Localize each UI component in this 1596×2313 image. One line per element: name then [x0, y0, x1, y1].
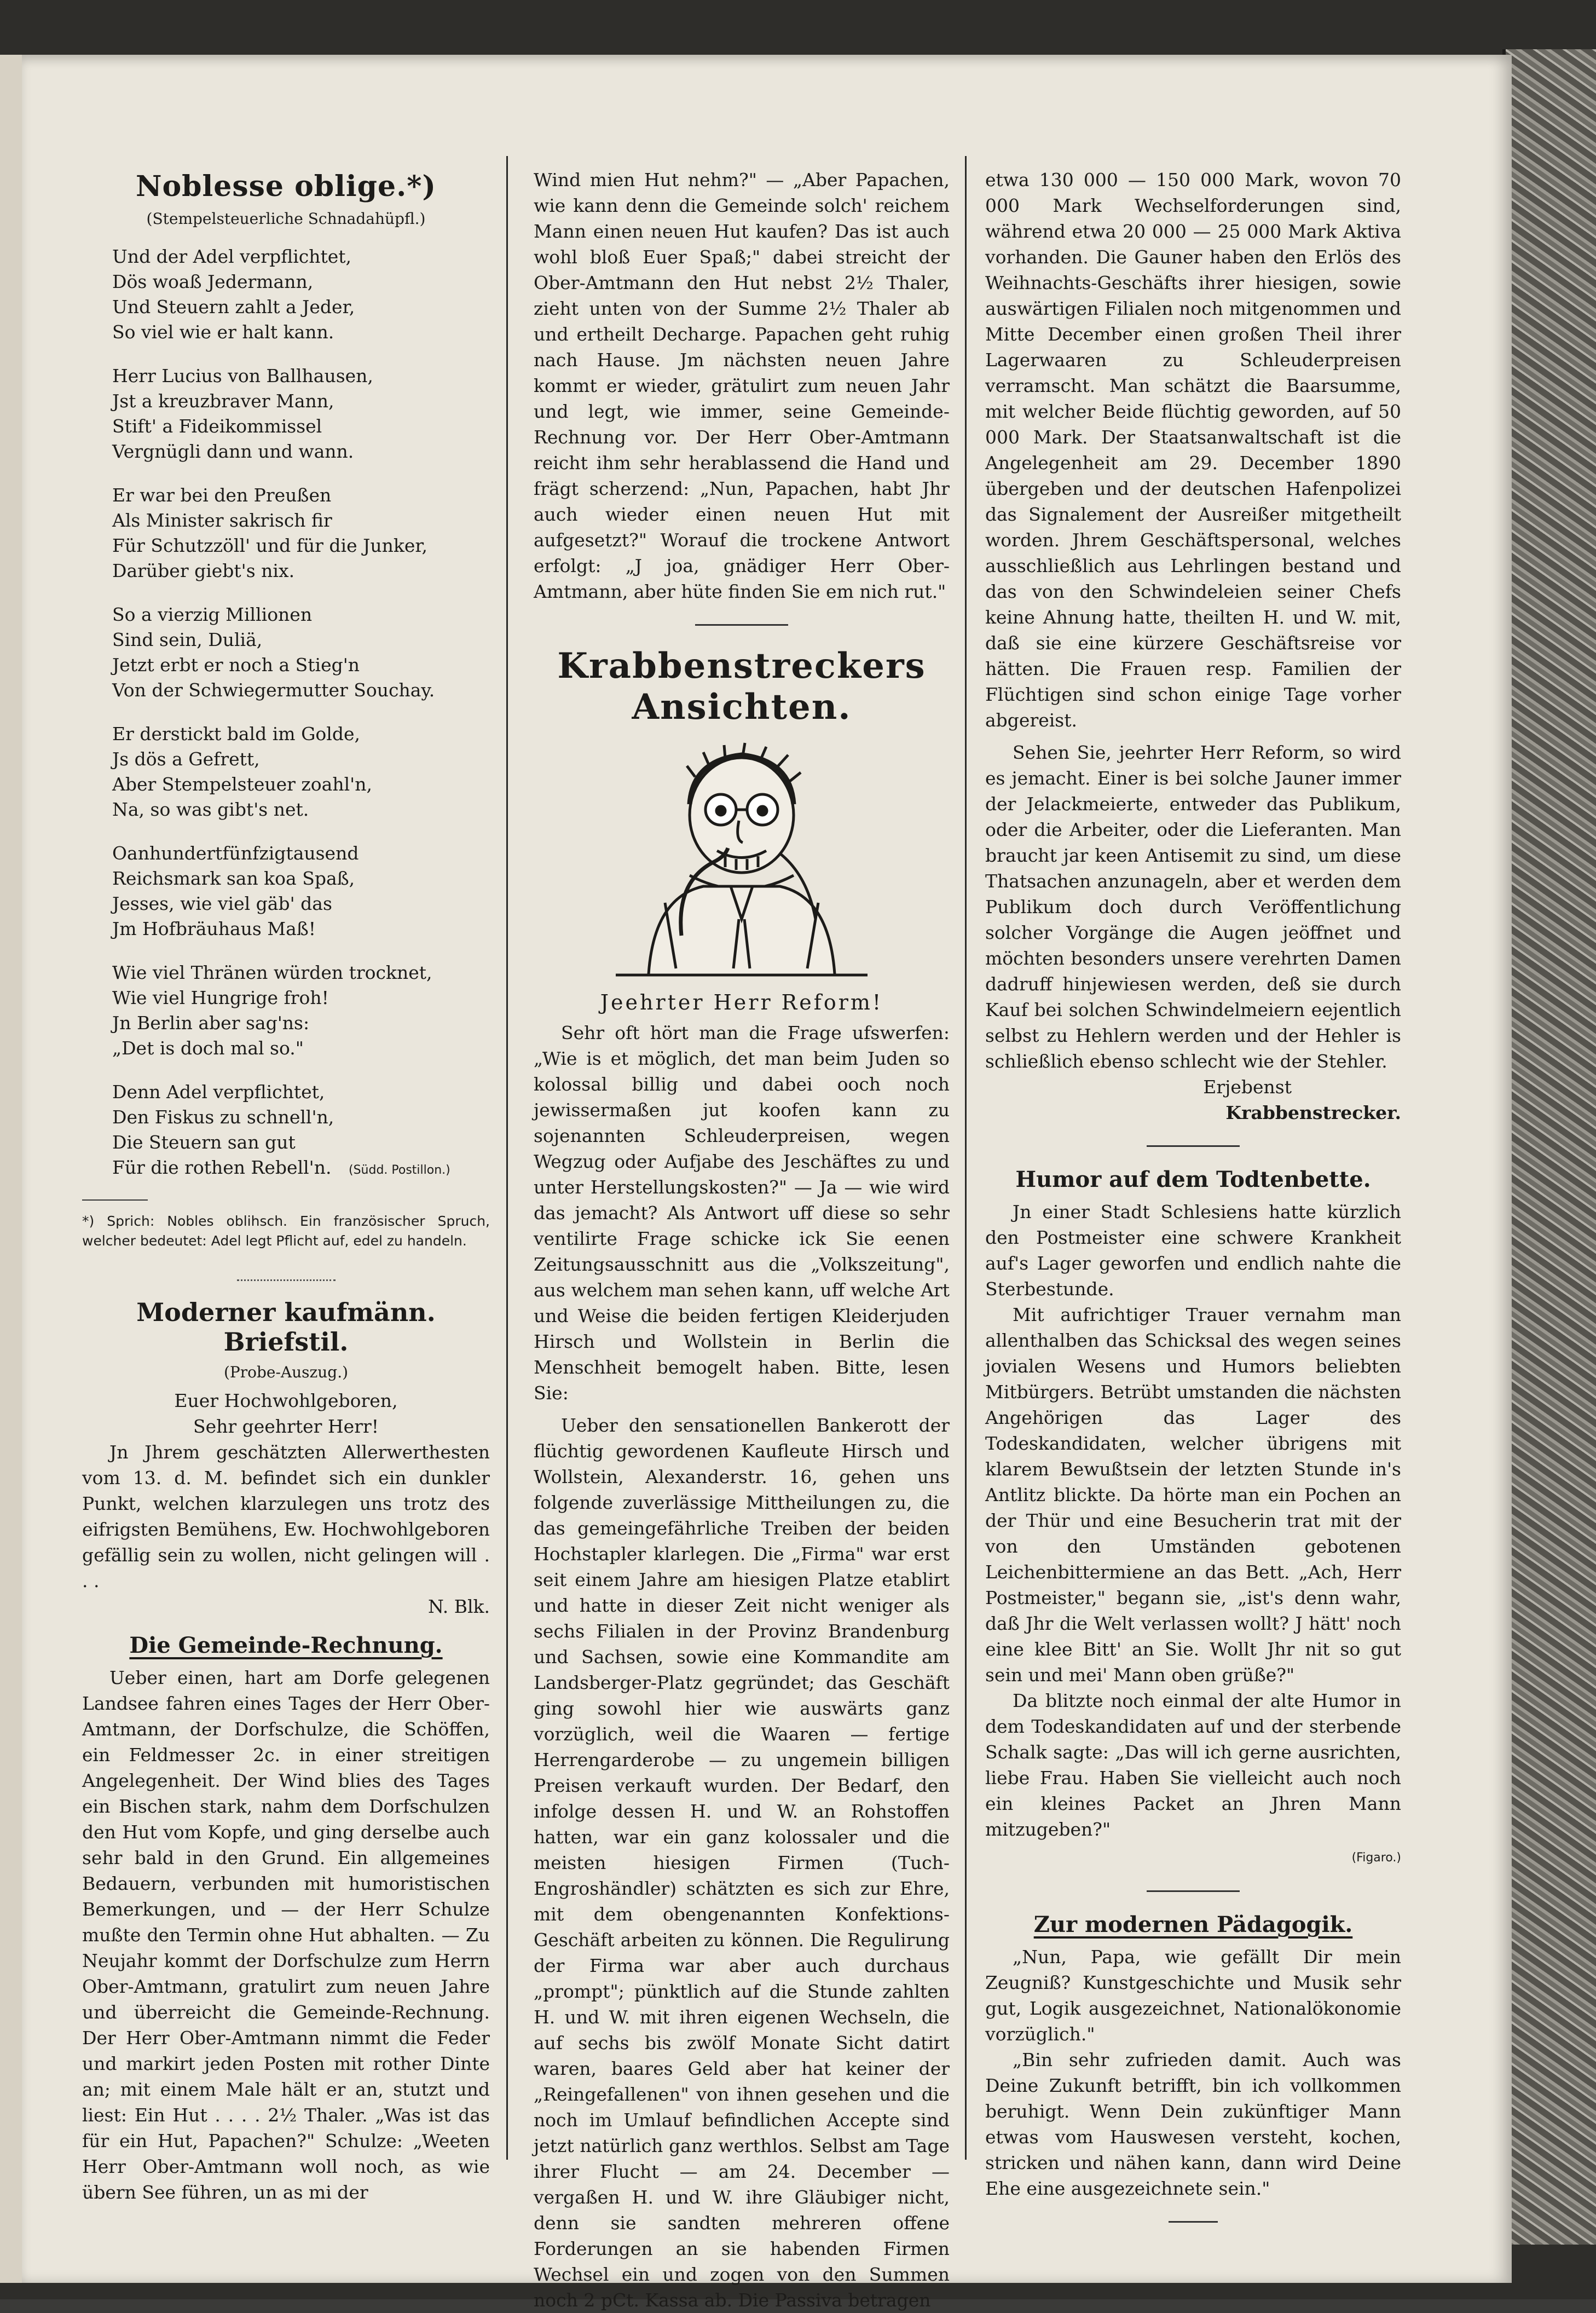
section-divider	[1147, 1890, 1240, 1892]
krabben-closing-para: Sehen Sie, jeehrter Herr Reform, so wird es jemacht. Einer is bei solche Jauner immer der Jelackmeierte, entweder das Publikum, oder die Arbeiter, oder die Lieferanten. Man braucht jar keen Antisemit zu sind, um diese Thatsachen anzunageln, aber et werden dem Publikum doch durch Veröffentlichung solcher Vorgänge die Augen jeöffnet und möchten besonders unsere verehrten Damen dadruff hinjewiesen werden, deß sie durch Kauf bei solchen Schwindelmeiern eejentlich selbst zu Hehlern werden und der Hehler is schließlich ebenso schlecht wie der Stehler.	[985, 742, 1401, 1072]
paed-title: Zur modernen Pädagogik.	[1033, 1912, 1353, 1937]
footnote: *) Sprich: Nobles oblihsch. Ein französischer Spruch, welcher bedeutet: Adel legt Pflicht auf, edel zu handeln.	[82, 1213, 490, 1249]
kaufmann-body: Jn Jhrem geschätzten Allerwerthesten vom 13. d. M. befindet sich ein dunkler Punkt, welchen klarzulegen uns trotz des eifrigsten Bemühens, Ew. Hochwohlgeboren gefällig sein zu wollen, nicht gelingen will . . .	[82, 1441, 490, 1591]
gemeinde-continued: Wind mien Hut nehm?" — „Aber Papachen, wie kann denn die Gemeinde solch' reichem Mann einen neuen Hut kaufen? Das ist auch wohl bloß Euer Spaß;" dabei streicht der Ober-Amtmann den Hut nebst 2½ Thaler, zieht unten von der Summe 2½ Thaler ab und ertheilt Decharge. Papachen geht ruhig nach Hause. Jm nächsten neuen Jahre kommt er wieder, grätulirt zum neuen Jahr und legt, wie immer, seine Gemeinde-Rechnung vor. Der Herr Ober-Amtmann reicht ihm sehr herablassend die Hand und frägt scherzend: „Nun, Papachen, habt Jhr auch wieder einen neuen Hut mit aufgesetzt?" Worauf die trockene Antwort erfolgt: „J joa, gnädiger Herr Ober-Amtmann, aber hüte finden Sie em nich rut."	[534, 169, 950, 602]
verse-line: Die Steuern san gut	[112, 1132, 296, 1153]
verse-line: Na, so was gibt's net.	[112, 799, 309, 820]
column-rule-2	[965, 156, 967, 2160]
kaufmann-greeting-1: Euer Hochwohlgeboren,	[174, 1390, 398, 1411]
krabben-salutation: Jeehrter Herr Reform!	[600, 990, 883, 1014]
stanza	[112, 244, 490, 345]
column-3	[985, 109, 1401, 2242]
krabben-para-1: Sehr oft hört man die Frage ufswerfen: „Wie is et möglich, det man beim Juden so kolossal billig und dabei ooch noch jewissermaßen jut koofen kann zu sojenannten Schleuderpreisen, wegen Wegzug oder Aufjabe des Jeschäftes zu und unter Herstellungskosten?" — Ja — wie wird das jemacht? Als Antwort uff diese so sehr ventilirte Frage schicke ick Sie eenen Zeitungsausschnitt aus die „Volkszeitung", aus welchem man sehen kann, uff welche Art und Weise die beiden fertigen Kleiderjuden Hirsch und Wollstein in Berlin die Menschheit bemogelt haben. Bitte, lesen Sie:	[534, 1022, 950, 1404]
verse-line: Dös woaß Jedermann,	[112, 271, 314, 292]
verse-line: Reichsmark san koa Spaß,	[112, 868, 355, 889]
verse-line: Jst a kreuzbraver Mann,	[112, 390, 334, 412]
verse-line: Er war bei den Preußen	[112, 484, 332, 506]
verse-line: So a vierzig Millionen	[112, 604, 313, 625]
verse-line: Wie viel Hungrige froh!	[112, 987, 329, 1008]
kaufmann-subtitle: (Probe-Auszug.)	[223, 1363, 349, 1381]
marbled-cover-edge	[1502, 49, 1596, 2245]
verse-line: Als Minister sakrisch fir	[112, 510, 332, 531]
verse-line: Aber Stempelsteuer zoahl'n,	[112, 774, 372, 795]
facing-page-edge	[0, 55, 24, 2283]
krabben-continued: etwa 130 000 — 150 000 Mark, wovon 70 000 Mark Wechselforderungen sind, während etwa 20 000 — 25 000 Mark Aktiva vorhanden. Die Gauner haben den Erlös des Weihnachts-Geschäfts ihrer hiesigen, sowie auswärtigen Filialen noch mitgenommen und Mitte December einen großen Theil ihrer Lagerwaaren zu Schleuderpreisen verramscht. Man schätzt die Baarsumme, mit welcher Beide flüchtig geworden, auf 50 000 Mark. Der Staatsanwaltschaft ist die Angelegenheit am 29. December 1890 übergeben und der deutschen Hafenpolizei das Signalement der Ausreißer mitgetheilt worden. Jhrem Geschäftspersonal, welches ausschließlich aus Lehrlingen bestand und das von den Schwindeleien seiner Chefs keine Ahnung hatte, theilten H. und W. mit, daß sie eine kürzere Geschäftsreise vor hätten. Die Frauen resp. Familien der Flüchtigen sind schon einige Tage vorher abgereist.	[985, 169, 1401, 731]
kaufmann-signature: N. Blk.	[427, 1596, 490, 1617]
column-1	[82, 109, 490, 2205]
verse-line: Js dös a Gefrett,	[112, 748, 260, 770]
humor-title: Humor auf dem Todtenbette.	[1015, 1167, 1371, 1192]
verse-line: Den Fiskus zu schnell'n,	[112, 1106, 334, 1128]
noblesse-title: Noblesse oblige.*)	[135, 170, 437, 203]
verse-line: Und Steuern zahlt a Jeder,	[112, 296, 355, 318]
paed-para-1: „Nun, Papa, wie gefällt Dir mein Zeugniß? Kunstgeschichte und Musik sehr gut, Logik ausgezeichnet, Nationalökonomie vorzüglich."	[985, 1946, 1401, 2045]
humor-para-1: Jn einer Stadt Schlesiens hatte kürzlich den Postmeister eine schwere Krankheit auf's Lager geworfen und endlich nahte die Sterbestunde.	[985, 1201, 1401, 1300]
source-credit: (Südd. Postillon.)	[348, 1163, 450, 1177]
column-2	[534, 109, 950, 2313]
stanza	[112, 483, 490, 584]
krabben-signature: Krabbenstrecker.	[1225, 1102, 1401, 1123]
krabben-para-2: Ueber den sensationellen Bankerott der flüchtig gewordenen Kaufleute Hirsch und Wollstein, Alexanderstr. 16, gehen uns folgende zuverlässige Mittheilungen zu, die das gemeingefährliche Treiben der beiden Hochstapler klarlegen. Die „Firma" war erst seit einem Jahre am hiesigen Platze etablirt und hatte in dieser Zeit nicht weniger als sechs Filialen in der Provinz Brandenburg und Sachsen, sowie eine Kommandite am Landsberger-Platz gegründet; das Geschäft ging sowohl hier wie auswärts ganz vorzüglich, weil die Waaren — fertige Herrengarderobe — zu ungemein billigen Preisen verkauft wurden. Der Bedarf, den infolge dessen H. und W. an Rohstoffen hatten, war ein ganz kolossaler und die meisten hiesigen Firmen (Tuch-Engroshändler) schätzten es sich zur Ehre, mit dem obengenannten Konfektions-Geschäft arbeiten zu können. Die Regulirung der Firma war aber auch durchaus „prompt"; pünktlich auf die Stunde zahlten H. und W. mit ihren eigenen Wechseln, die auf sechs bis zwölf Monate Sicht datirt waren, baares Geld aber hat keiner der „Reingefallenen" von ihnen gesehen und die noch im Umlauf befindlichen Accepte sind jetzt natürlich ganz werthlos. Selbst am Tage ihrer Flucht — am 24. December — vergaßen H. und W. ihre Gläubiger nicht, denn sie sandten mehreren offene Forderungen an sie habenden Firmen Wechsel ein und zogen von den Summen noch 2 pCt. Kassa ab. Die Passiva betragen	[534, 1415, 950, 2311]
stanza	[112, 960, 490, 1061]
verse-line: Jesses, wie viel gäb' das	[112, 893, 332, 914]
humor-para-2: Mit aufrichtiger Trauer vernahm man allenthalben das Schicksal des wegen seines jovialen Wesens und Humors beliebten Mitbürgers. Betrübt umstanden die nächsten Angehörigen das Lager des Todeskandidaten, welcher übrigens mit klarem Bewußtsein der letzten Stunde in's Antlitz blickte. Da hörte man ein Pochen an der Thür und eine Besucherin trat mit der von den Umständen gebotenen Leichenbittermiene an das Bett. „Ach, Herr Postmeister," begann sie, „ist's denn wahr, daß Jhr die Welt verlassen wollt? J hätt' noch eine klee Bitt' an Sie. Wollt Jhr nit so gut sein und mei' Mann oben grüße?"	[985, 1304, 1401, 1686]
noblesse-subtitle: (Stempelsteuerliche Schnadahüpfl.)	[146, 210, 426, 228]
humor-source	[985, 1842, 1401, 1871]
verse-line: Jn Berlin aber sag'ns:	[112, 1012, 310, 1034]
verse-line: Er derstickt bald im Golde,	[112, 723, 360, 745]
verse-line: Jm Hofbräuhaus Maß!	[112, 918, 316, 939]
verse-line: Wie viel Thränen würden trocknet,	[112, 962, 432, 983]
end-rule	[1169, 2221, 1218, 2223]
verse-line: Für Schutzzöll' und für die Junker,	[112, 535, 428, 556]
verse-line: Vergnügli dann und wann.	[112, 441, 354, 462]
gemeinde-title: Die Gemeinde-Rechnung.	[129, 1633, 443, 1658]
verse-line: Denn Adel verpflichtet,	[112, 1081, 325, 1103]
verse-line: Herr Lucius von Ballhausen,	[112, 365, 373, 387]
section-divider	[237, 1273, 336, 1281]
stanza	[112, 841, 490, 942]
stanza	[112, 722, 490, 822]
verse-line: Und der Adel verpflichtet,	[112, 246, 352, 267]
kaufmann-greeting-2: Sehr geehrter Herr!	[193, 1416, 379, 1437]
verse-line-text: Für die rothen Rebell'n.	[112, 1157, 332, 1178]
gemeinde-body: Ueber einen, hart am Dorfe gelegenen Landsee fahren eines Tages der Herr Ober-Amtmann, der Dorfschulze, die Schöffen, ein Feldmesser 2c. in einer streitigen Angelegenheit. Der Wind blies des Tages ein Bischen stark, nahm dem Dorfschulzen den Hut vom Kopfe, und ging derselbe auch sehr bald in den Grund. Ein allgemeines Bedauern, verbunden mit humoristischen Bemerkungen, und — der Herr Schulze mußte den Termin ohne Hut abhalten. — Zu Neujahr kommt der Dorfschulze zum Herrn Ober-Amtmann, gratulirt zum neuen Jahre und überreicht die Gemeinde-Rechnung. Der Herr Ober-Amtmann nimmt die Feder und markirt jeden Posten mit rother Dinte an; mit einem Male hält er an, stutzt und liest: Ein Hut . . . . 2½ Thaler. „Was ist das für ein Hut, Papachen?" Schulze: „Weeten Herr Ober-Amtmann woll noch, as wie übern See führen, un as mi der	[82, 1667, 490, 2203]
krabben-title: Krabbenstreckers Ansichten.	[557, 645, 926, 728]
source-credit: (Figaro.)	[1351, 1851, 1401, 1865]
humor-para-3: Da blitzte noch einmal der alte Humor in dem Todeskandidaten auf und der sterbende Schalk sagte: „Das will ich gerne ausrichten, liebe Frau. Haben Sie vielleicht auch noch ein kleines Packet an Jhren Mann mitzugeben?"	[985, 1690, 1401, 1840]
verse-line: So viel wie er halt kann.	[112, 321, 334, 343]
verse-line: Darüber giebt's nix.	[112, 560, 295, 581]
stanza	[112, 364, 490, 464]
section-divider	[1147, 1145, 1240, 1147]
verse-line: Jetzt erbt er noch a Stieg'n	[112, 654, 360, 676]
verse-line: Stift' a Fideikommissel	[112, 416, 322, 437]
column-rule-1	[506, 156, 508, 2160]
verse-line: „Det is doch mal so."	[112, 1037, 304, 1059]
krabbenstrecker-caricature	[599, 739, 884, 979]
kaufmann-title: Moderner kaufmänn. Briefstil.	[136, 1297, 436, 1357]
closing-phrase: Erjebenst	[1203, 1076, 1292, 1098]
verse-line	[112, 1155, 490, 1183]
footnote-rule	[82, 1199, 148, 1201]
paed-para-2: „Bin sehr zufrieden damit. Auch was Deine Zukunft betrifft, bin ich vollkommen beruhigt. Wenn Dein zukünftiger Mann etwas vom Hauswesen versteht, kochen, stricken und nähen kann, dann wird Deine Ehe eine ausgezeichnete sein."	[985, 2049, 1401, 2199]
section-divider	[695, 624, 788, 626]
stanza	[112, 1080, 490, 1183]
stanza	[112, 602, 490, 703]
verse-line: Oanhundertfünfzigtausend	[112, 843, 359, 864]
verse-line: Von der Schwiegermutter Souchay.	[112, 679, 435, 701]
verse-line: Sind sein, Duliä,	[112, 629, 263, 650]
